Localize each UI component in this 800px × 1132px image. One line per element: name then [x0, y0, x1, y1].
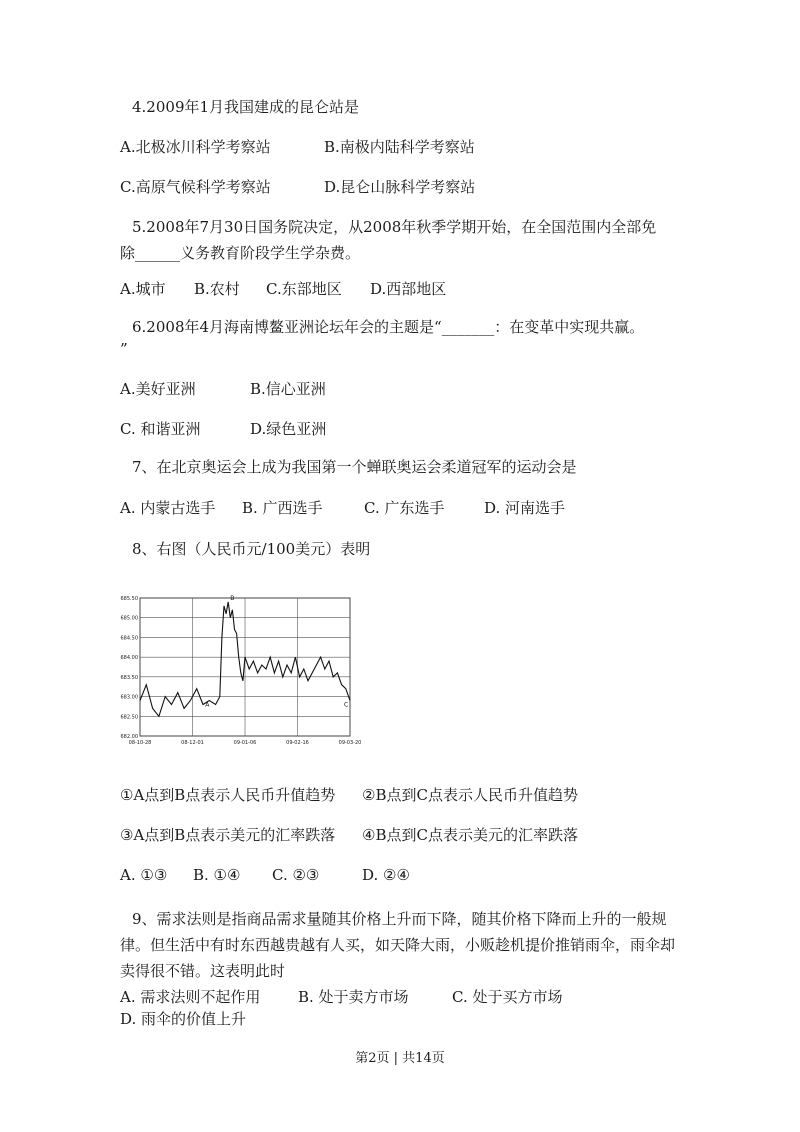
y-tick-label: 685.00	[120, 615, 138, 622]
y-tick-label: 683.50	[120, 674, 138, 681]
q8-option-a: A. ①③	[120, 866, 168, 884]
page-footer: 第2页 | 共14页	[355, 1051, 445, 1066]
point-label-c: C	[344, 701, 349, 709]
q4-option-c: C.高原气候科学考察站	[120, 178, 271, 196]
q8-option-b: B. ①④	[193, 866, 241, 884]
q5-stem-line2: 除______义务教育阶段学生学杂费。	[120, 244, 361, 262]
q8-option-d: D. ②④	[362, 866, 410, 884]
q5-option-d: D.西部地区	[370, 280, 447, 298]
y-tick-label: 685.50	[120, 596, 138, 602]
x-tick-label: 09-01-06	[233, 740, 257, 746]
q7-stem: 7、在北京奥运会上成为我国第一个蝉联奥运会柔道冠军的运动会是	[132, 458, 577, 476]
y-tick-label: 682.50	[120, 714, 138, 721]
y-tick-label: 684.00	[120, 655, 138, 662]
q8-statement-1: ①A点到B点表示人民币升值趋势	[120, 786, 336, 804]
q6-stem-line2: ”	[120, 340, 128, 358]
q7-option-b: B. 广西选手	[242, 499, 323, 517]
q8-option-c: C. ②③	[272, 866, 320, 884]
q9-stem: 9、需求法则是指商品需求量随其价格上升而下降，随其价格下降而上升的一般规律。但生活中有时东西越贵越有人买，如天降大雨，小贩趁机提价推销雨伞，雨伞却卖得很不错。这表明此时	[120, 910, 676, 980]
q8-statement-2: ②B点到C点表示人民币升值趋势	[362, 786, 578, 804]
exchange-rate-chart	[120, 588, 362, 750]
y-tick-label: 683.00	[120, 694, 138, 701]
q9-option-a: A. 需求法则不起作用	[120, 988, 261, 1006]
q9-option-b: B. 处于卖方市场	[298, 988, 409, 1006]
q4-stem: 4.2009年1月我国建成的昆仑站是	[132, 98, 360, 116]
q4-option-d: D.昆仑山脉科学考察站	[324, 178, 476, 196]
q7-option-a: A. 内蒙古选手	[120, 499, 216, 517]
point-label-a: A	[205, 701, 210, 709]
q8-statement-3: ③A点到B点表示美元的汇率跌落	[120, 826, 336, 844]
q5-option-a: A.城市	[120, 280, 166, 298]
q7-option-c: C. 广东选手	[364, 499, 445, 517]
y-tick-label: 684.50	[120, 635, 138, 642]
q7-option-d: D. 河南选手	[484, 499, 566, 517]
q4-option-a: A.北极冰川科学考察站	[120, 138, 271, 156]
q6-option-a: A.美好亚洲	[120, 380, 196, 398]
q6-stem-line1: 6.2008年4月海南博鳌亚洲论坛年会的主题是“_______：在变革中实现共赢。	[132, 318, 645, 336]
x-tick-label: 08-12-01	[181, 740, 204, 746]
q5-option-c: C.东部地区	[266, 280, 342, 298]
q9-option-c: C. 处于买方市场	[452, 988, 563, 1006]
y-tick-label: 682.00	[120, 734, 138, 740]
x-tick-label: 09-02-16	[286, 740, 309, 746]
q6-option-c: C. 和谐亚洲	[120, 420, 201, 438]
q8-stem: 8、右图（人民币元/100美元）表明	[132, 540, 371, 558]
q6-option-b: B.信心亚洲	[250, 380, 326, 398]
x-tick-label: 08-10-28	[128, 740, 152, 746]
q4-option-b: B.南极内陆科学考察站	[324, 138, 475, 156]
q8-statement-4: ④B点到C点表示美元的汇率跌落	[362, 826, 578, 844]
q5-stem-line1: 5.2008年7月30日国务院决定，从2008年秋季学期开始，在全国范围内全部免	[132, 218, 657, 236]
q5-option-b: B.农村	[194, 280, 240, 298]
q6-option-d: D.绿色亚洲	[250, 420, 327, 438]
q9-option-d: D. 雨伞的价值上升	[120, 1010, 247, 1028]
point-label-b: B	[230, 594, 235, 602]
x-tick-label: 09-03-20	[338, 740, 362, 746]
